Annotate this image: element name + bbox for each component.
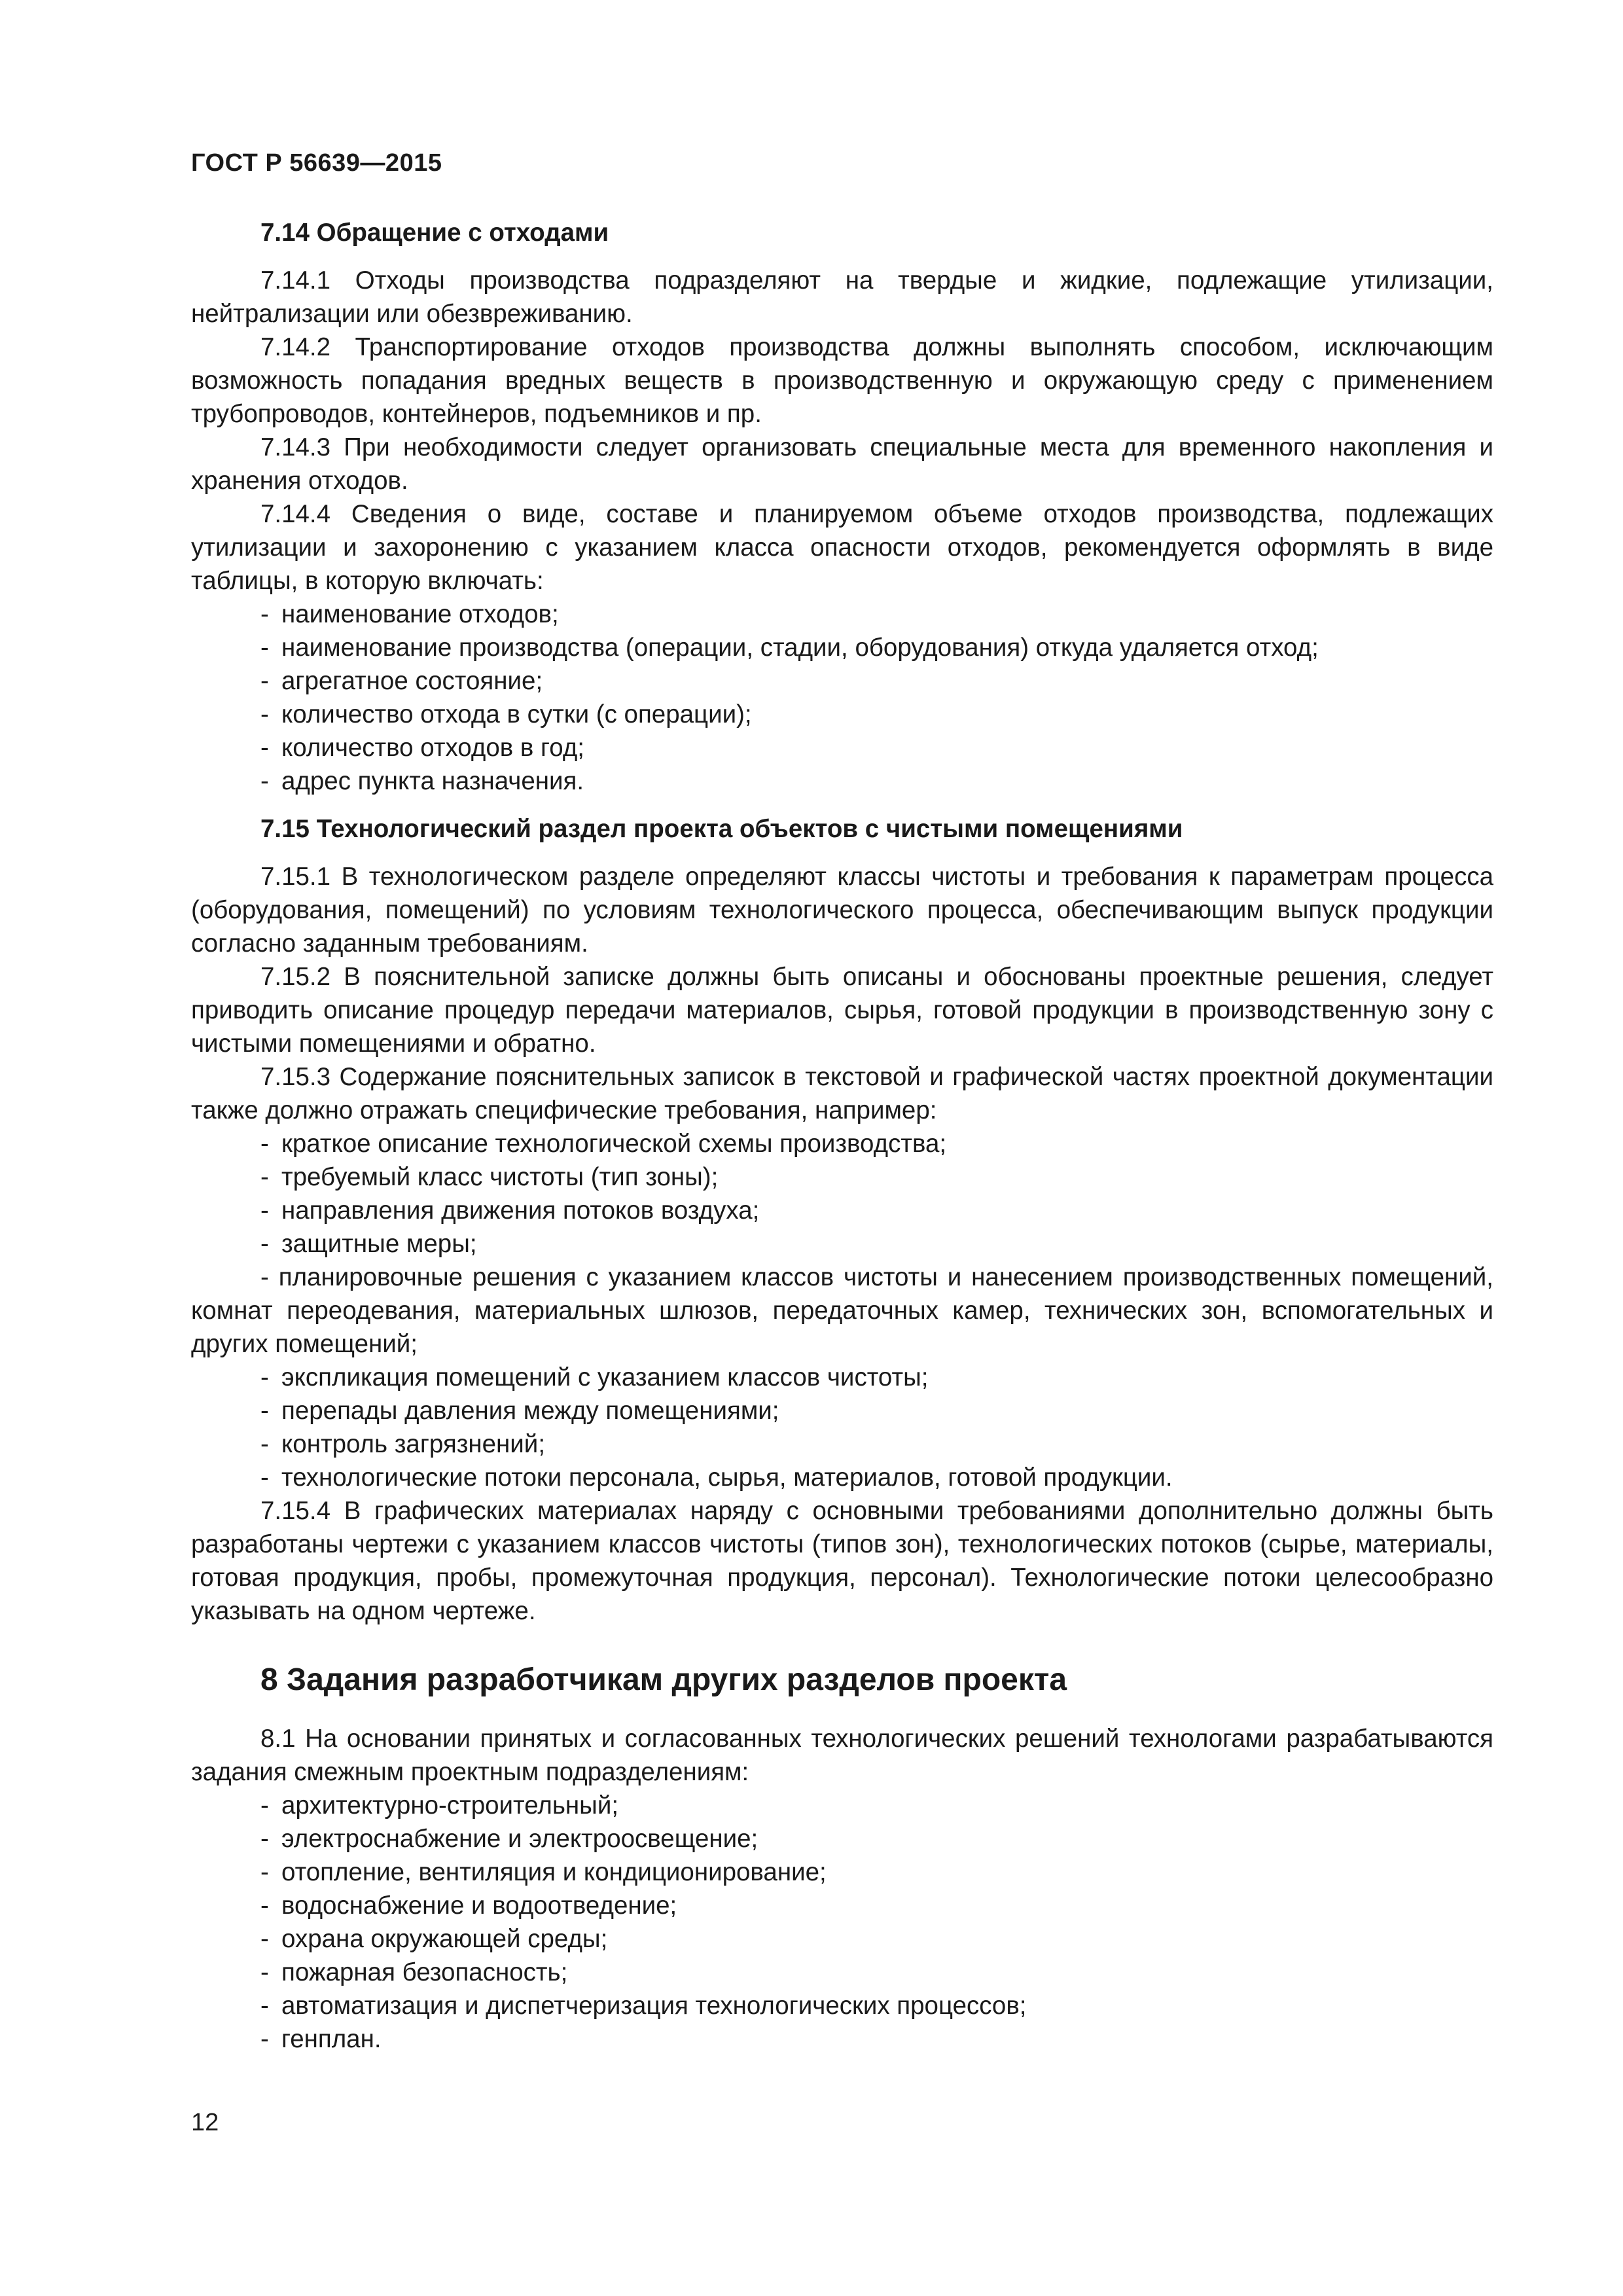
list-item: - наименование производства (операции, стадии, оборудования) откуда удаляется отход; bbox=[191, 631, 1493, 664]
bullet-dash: - bbox=[260, 1892, 269, 1920]
list-7-14-4 bbox=[191, 598, 1493, 798]
list-item: - отопление, вентиляция и кондиционирование; bbox=[191, 1856, 1493, 1889]
bullet-dash: - bbox=[260, 1463, 269, 1492]
bullet-dash: - bbox=[260, 700, 269, 728]
bullet-dash: - bbox=[260, 667, 269, 695]
bullet-dash: - bbox=[260, 600, 269, 628]
list-item: - наименование отходов; bbox=[191, 598, 1493, 631]
list-8-1 bbox=[191, 1789, 1493, 2056]
list-7-15-3 bbox=[191, 1127, 1493, 1494]
bullet-dash: - bbox=[260, 1196, 269, 1225]
bullet-dash: - bbox=[260, 1858, 269, 1886]
paragraph-7-14-1: 7.14.1 Отходы производства подразделяют на твердые и жидкие, подлежащие утилизации, нейтрализации или обезвреживанию. bbox=[191, 266, 1493, 328]
paragraph-8-1: 8.1 На основании принятых и согласованных технологических решений технологами разрабатываются задания смежным проектным подразделениям: bbox=[191, 1725, 1493, 1786]
bullet-dash: - bbox=[260, 1397, 269, 1425]
list-item: - направления движения потоков воздуха; bbox=[191, 1194, 1493, 1227]
bullet-dash: - bbox=[260, 1130, 269, 1158]
bullet-dash: - bbox=[260, 1791, 269, 1820]
list-item: - водоснабжение и водоотведение; bbox=[191, 1889, 1493, 1922]
bullet-dash: - bbox=[260, 1363, 269, 1391]
paragraph-7-14-2: 7.14.2 Транспортирование отходов производства должны выполнять способом, исключающим возможность попадания вредных веществ в производственную и окружающую среду с применением трубопроводов, контейнеров, подъемников и пр. bbox=[191, 333, 1493, 428]
list-item: - экспликация помещений с указанием классов чистоты; bbox=[191, 1361, 1493, 1394]
bullet-dash: - bbox=[260, 634, 269, 662]
list-item: - требуемый класс чистоты (тип зоны); bbox=[191, 1160, 1493, 1194]
section-8-title: 8 Задания разработчикам других разделов проекта bbox=[260, 1662, 1067, 1697]
bullet-dash: - bbox=[260, 1958, 269, 1986]
bullet-dash: - bbox=[260, 1825, 269, 1853]
bullet-dash: - bbox=[260, 1992, 269, 2020]
paragraph-7-15-1: 7.15.1 В технологическом разделе определяют классы чистоты и требования к параметрам процесса (оборудования, помещений) по условиям технологического процесса, обеспечивающим выпуск продукции согласно заданным требованиям. bbox=[191, 863, 1493, 958]
paragraph-7-15-2: 7.15.2 В пояснительной записке должны быть описаны и обоснованы проектные решения, следует приводить описание процедур передачи материалов, сырья, готовой продукции в производственную зону с чистыми помещениями и обратно. bbox=[191, 963, 1493, 1058]
list-item: - электроснабжение и электроосвещение; bbox=[191, 1822, 1493, 1856]
list-item: - контроль загрязнений; bbox=[191, 1427, 1493, 1461]
bullet-dash: - bbox=[260, 1263, 269, 1291]
paragraph-7-15-4: 7.15.4 В графических материалах наряду с основными требованиями дополнительно должны быть разработаны чертежи с указанием классов чистоты (типов зон), технологических потоков (сырье, материалы, готовая продукция, пробы, промежуточная продукция, персонал). Технологические потоки целесообразно указывать на одном чертеже. bbox=[191, 1497, 1493, 1625]
page-content bbox=[191, 216, 1493, 2056]
list-item: - защитные меры; bbox=[191, 1227, 1493, 1261]
list-item: - пожарная безопасность; bbox=[191, 1956, 1493, 1989]
bullet-dash: - bbox=[260, 1163, 269, 1191]
list-item: - технологические потоки персонала, сырья, материалов, готовой продукции. bbox=[191, 1461, 1493, 1494]
bullet-dash: - bbox=[260, 1230, 269, 1258]
list-item: - автоматизация и диспетчеризация технологических процессов; bbox=[191, 1989, 1493, 2022]
section-7-15-title: 7.15 Технологический раздел проекта объектов с чистыми помещениями bbox=[260, 815, 1183, 843]
list-item: - перепады давления между помещениями; bbox=[191, 1394, 1493, 1427]
section-7-14-title: 7.14 Обращение с отходами bbox=[260, 219, 609, 247]
bullet-dash: - bbox=[260, 767, 269, 795]
paragraph-7-15-3: 7.15.3 Содержание пояснительных записок в текстовой и графической частях проектной документации также должно отражать специфические требования, например: bbox=[191, 1063, 1493, 1124]
list-item: - охрана окружающей среды; bbox=[191, 1922, 1493, 1956]
page-number: 12 bbox=[191, 2109, 219, 2136]
bullet-dash: - bbox=[260, 734, 269, 762]
list-item: - количество отходов в год; bbox=[191, 731, 1493, 764]
bullet-dash: - bbox=[260, 1925, 269, 1953]
bullet-dash: - bbox=[260, 1430, 269, 1458]
list-item: - адрес пункта назначения. bbox=[191, 764, 1493, 798]
list-item: - количество отхода в сутки (с операции); bbox=[191, 698, 1493, 731]
list-item: - агрегатное состояние; bbox=[191, 664, 1493, 698]
document-code-header: ГОСТ Р 56639—2015 bbox=[191, 149, 442, 177]
list-item-long: - планировочные решения с указанием классов чистоты и нанесением производственных помещений, комнат переодевания, материальных шлюзов, передаточных камер, технических зон, вспомогательных и других помещений; bbox=[191, 1263, 1493, 1358]
list-item: - генплан. bbox=[191, 2022, 1493, 2056]
paragraph-7-14-3: 7.14.3 При необходимости следует организовать специальные места для временного накопления и хранения отходов. bbox=[191, 433, 1493, 495]
list-item: - архитектурно-строительный; bbox=[191, 1789, 1493, 1822]
bullet-dash: - bbox=[260, 2025, 269, 2053]
paragraph-7-14-4: 7.14.4 Сведения о виде, составе и планируемом объеме отходов производства, подлежащих утилизации и захоронению с указанием класса опасности отходов, рекомендуется оформлять в виде таблицы, в которую включать: bbox=[191, 500, 1493, 595]
list-item: - краткое описание технологической схемы производства; bbox=[191, 1127, 1493, 1160]
